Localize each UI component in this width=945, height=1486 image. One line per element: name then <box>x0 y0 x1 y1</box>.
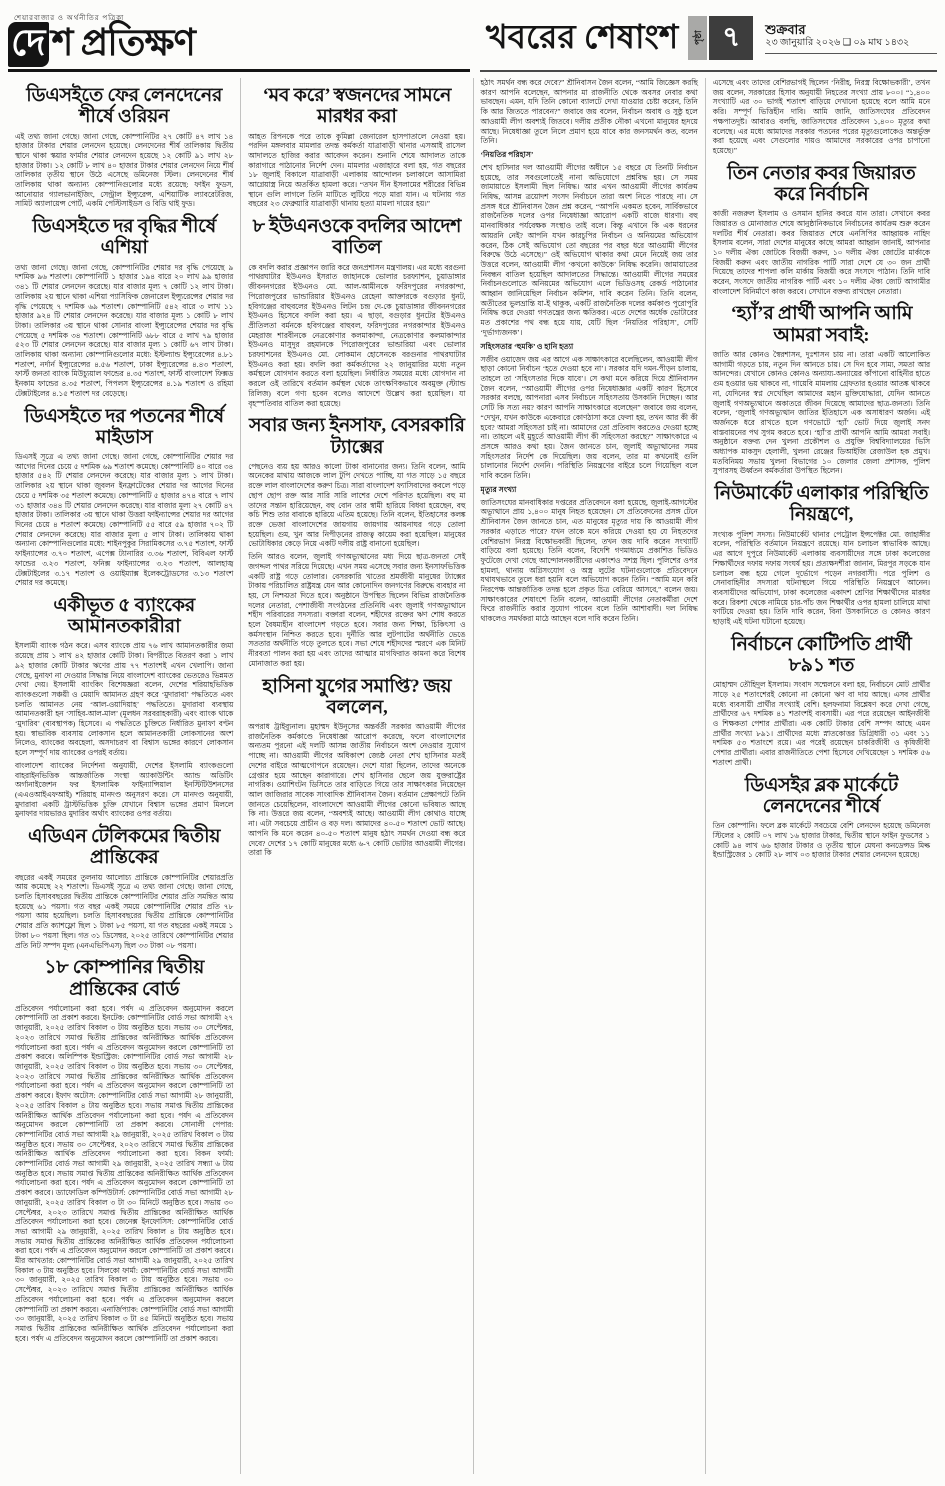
article-headline: ‘মব করে’ স্বজনদের সামনে মারধর করা <box>262 85 452 128</box>
article-paragraph: পেছনেও ব্যয় হয় আরও কালো টাকা বানানোর জন্য। তিনি বলেন, আমি অনেকের মাথায় আজকে লাল টুপি দেখতে পাচ্ছি, যা গত সাড়ে ১৫ বছরে রক্তে লাল বাংলাদেশের করুণ চিত্র। সারা বাংলাদেশ ফ্যাসিবাদের কবলে পড়ে ছোপ ছোপ রক্ত আর সারি সারি লাশের দেশে পরিণত হয়েছিল। বহু মা তাদের সন্তান হারিয়েছেন, বহু বোন তার স্বামী হারিয়ে বিধবা হয়েছেন, বহু কচি শিশু তার বাবাকে হারিয়ে এতিম হয়েছে। তিনি বলেন, ইতিহাসের কলঙ্ক রক্তে ভেজা বাংলাদেশের জায়গায় জায়গায় আয়নাঘর গড়ে তোলা হয়েছিল। গুম, খুন আর নিপীড়নের রাজত্ব কায়েম করা হয়েছিল। মানুষের ভোটাধিকার কেড়ে নিয়ে একটি দলীয় রাষ্ট্র বানানো হয়েছিল। <box>248 461 466 549</box>
article-headline: এডিএন টেলিকমের দ্বিতীয় প্রান্তিকের <box>28 826 221 869</box>
page-header <box>0 0 945 72</box>
article-headline: একীভূত ৫ ব্যাংকের আমানতকারীরা <box>53 594 195 638</box>
article-subhead: ‘নিয়তির পরিহাস’ <box>480 149 534 159</box>
article-paragraph: তিনি আরও বলেন, জুলাই গণঅভ্যুত্থানের মধ্য দিয়ে ছাত্র-জনতা সেই জগদ্দল পাথর সরিয়ে দিয়েছে। এখন সময় এসেছে সবার জন্য ইনসাফভিত্তিক একটি রাষ্ট্র গড়ে তোলার। বেসরকারি খাতের শ্রমজীবী মানুষের ট্যাক্সের টাকায় পরিচালিত রাষ্ট্রযন্ত্র যেন আর কোনোদিন জনগণের বিরুদ্ধে ব্যবহার না হয়, সে নিশ্চয়তা দিতে হবে। অনুষ্ঠানে উপস্থিত ছিলেন বিভিন্ন রাজনৈতিক দলের নেতারা, পেশাজীবী সংগঠনের প্রতিনিধি এবং জুলাই গণঅভ্যুত্থানে শহীদ পরিবারের সদস্যরা। বক্তারা বলেন, শহীদের রক্তের ঋণ শোধ করতে হলে বৈষম্যহীন বাংলাদেশ গড়তে হবে। সবার জন্য শিক্ষা, চিকিৎসা ও কর্মসংস্থান নিশ্চিত করতে হবে। দুর্নীতি আর লুটপাটের অর্থনীতি ভেঙে সততার অর্থনীতি গড়ে তুলতে হবে। সভা শেষে শহীদদের স্মরণে এক মিনিট নীরবতা পালন করা হয় এবং তাদের আত্মার মাগফিরাত কামনা করে বিশেষ মোনাজাত করা হয়। <box>248 552 466 668</box>
date-block <box>765 22 937 55</box>
article-headline: ১৮ কোম্পানির দ্বিতীয় প্রান্তিকের বোর্ড <box>44 957 204 1000</box>
news-column-1 <box>8 78 240 1474</box>
article-paragraph: ডিএসই সূত্রে এ তথ্য জানা গেছে। জানা গেছে, কোম্পানিটির শেয়ার দর আগের দিনের চেয়ে ৫ দশমিক ৬৯ শতাংশ কমেছে। কোম্পানিটি ৪০ বারে ৩৪ হাজার ৫৪২ টি শেয়ার লেনদেন করেছে। যার বাজার মূল্য ১ লাখ টাকা। তালিকার ২য় স্থানে থাকা জুবলন ইনফ্রাটেকের শেয়ার দর আগের দিনের চেয়ে ৫ দশমিক ৩৫ শতাংশ কমেছে। কোম্পানিটি ৫ হাজার ৪৭৪ বারে ৭ লাখ ৩১ হাজার ৩৪৪ টি শেয়ার লেনদেন করেছে। যার বাজার মূল্য ২৭ কোটি ৪৭ হাজার টাকা। তালিকার ৩য় স্থানে থাকা উত্তরা ফাইন্যান্সের শেয়ার দর আগের দিনের চেয়ে ৪ শতাংশ কমেছে। কোম্পানিটি ৫৫ বারে ৫৯ হাজার ৭০২ টি শেয়ার লেনদেন করেছে। যার বাজার মূল্য ৫ লাখ টাকা। তালিকায় থাকা অন্যান্য কোম্পানিগুলোর মধ্যে: শাইনপুকুর সিরামিকসের ৩.৭৫ শতাংশ, ফার্স্ট ফাইন্যান্সের ৩.৭০ শতাংশ, এপেক্স ট্যানারির ৩.৩৬ শতাংশ, বিবিএল ফার্স্ট ফান্ডের ৩.২৩ শতাংশ, ফনিক্স ফাইন্যান্সের ৩.২৩ শতাংশ, আলহাজ্ব টেক্সটাইলের ৩.১৭ শতাংশ ও ওয়াইম্যাক্স ইলেকট্রোডসের ৩.১৩ শতাংশ শেয়ার দর কমেছে। <box>15 452 234 588</box>
article-paragraph: কে বদলি করার প্রজ্ঞাপন জারি করে জনপ্রশাসন মন্ত্রণালয়। এর মধ্যে বরগুনা পাথরঘাটার ইউএনও ইসরাত জাহানকে ভোলার চরফ্যাশন, চুয়াডাঙ্গার জীবননগরের ইউএনও মো. আল-আমীনকে ফরিদপুরের নগরকান্দা, পিরোজপুরের ভান্ডারিয়ার ইউএনও রেহেনা আক্তারকে বগুড়ার ধুনট, হবিগঞ্জের বাহুবলের ইউএনও লিটন চন্দ্র দে-কে চুয়াডাঙ্গার জীবননগরের ইউএনও হিসেবে বদলি করা হয়। এ ছাড়া, বগুড়ার ধুনটের ইউএনও প্রীতিলতা বর্মনকে হবিগঞ্জের বাহুবল, ফরিদপুরের নগরকান্দার ইউএনও মেহরাজ শারবীনকে নেত্রকোণার কলমাকান্দা, নেত্রকোণার কলমাকান্দার ইউএনও মাসুদুর রহমানকে পিরোজপুরের ভান্ডারিয়া এবং ভোলার চরফ্যাশনের ইউএনও মো. লোকমান হোসেনকে বরগুনার পাথরঘাটার ইউএনও করা হয়। বদলি করা কর্মকর্তাদের ২২ জানুয়ারির মধ্যে নতুন কর্মস্থলে যোগদান করতে বলা হয়েছিল। নির্ধারিত সময়ের মধ্যে যোগদান না করলে ওই তারিখে বর্তমান কর্মস্থল থেকে তাৎক্ষণিকভাবে অবমুক্ত (স্ট্যান্ড রিলিজ) বলে গণ্য হবেন বলেও আদেশে উল্লেখ করা হয়েছিল। যা বৃহস্পতিবার বাতিল করা হয়েছে। <box>248 262 466 408</box>
article-paragraph: তথ্য জানা গেছে। জানা গেছে, কোম্পানিটির শেয়ার দর বৃদ্ধি পেয়েছে ৯ দশমিক ৯৬ শতাংশ। কোম্পানিটি ১ হাজার ১৯৪ বারে ২০ লাখ ৯৯ হাজার ৩৪১ টি শেয়ার লেনদেন করেছে। যার বাজার মূল্য ৭ কোটি ১২ লাখ টাকা। তালিকায় ২য় স্থানে থাকা এশিয়া প্যাসিফিক জেনারেল ইন্স্যুরেন্সের শেয়ার দর বৃদ্ধি পেয়েছে ৭ দশমিক ৬৯ শতাংশ। কোম্পানিটি ৫৪২ বারে ৩ লাখ ১১ হাজার ৯২৪ টি শেয়ার লেনদেন করেছে। যার বাজার মূল্য ১ কোটি ৮ লাখ টাকা। তালিকার ৩য় স্থানে থাকা সোনার বাংলা ইন্স্যুরেন্সের শেয়ার দর বৃদ্ধি পেয়েছে ৫ দশমিক ৩৪ শতাংশ। কোম্পানিটি ৬৮৮ বারে ৫ লাখ ৭৯ হাজার ৫২৩ টি শেয়ার লেনদেন করেছে। যার বাজার মূল্য ১ কোটি ৬৭ লাখ টাকা। তালিকায় থাকা অন্যান্য কোম্পানিগুলোর মধ্যে: ইস্টল্যান্ড ইন্স্যুরেন্সের ৪.৮১ শতাংশ, নর্দার্ন ইন্স্যুরেন্সের ৪.৫৬ শতাংশ, ঢাকা ইন্স্যুরেন্সের ৪.৪৩ শতাংশ, ফার্স্ট জনতা ব্যাংক মিউচ্যুয়াল ফান্ডের ৪.৩৫ শতাংশ, ফার্স্ট বাংলাদেশ ফিক্সড ইনকাম ফান্ডের ৪.৩৫ শতাংশ, পিপলস ইন্স্যুরেন্সের ৪.১৯ শতাংশ ও রহিমা টেক্সটাইলের ৪.১৫ শতাংশ দর বেড়েছে। <box>15 262 234 398</box>
article-headline: সবার জন্য ইনসাফ, বেসরকারি ট্যাক্সের <box>249 415 465 458</box>
article-headline: ৮ ইউএনওকে বদলির আদেশ বাতিল <box>252 216 462 259</box>
masthead-tagline: শেয়ারবাজার ও অর্থনীতির পত্রিকা <box>14 14 125 22</box>
page-number: ৭ <box>709 16 753 60</box>
article-paragraph: অপরাধ ট্রাইব্যুনাল। মুহাম্মদ ইউনূসের অন্তর্বর্তী সরকার আওয়ামী লীগের রাজনৈতিক কর্মকাণ্ডে নিষেধাজ্ঞা আরোপ করেছে, ফলে বাংলাদেশের অন্যতম পুরনো এই দলটি আসন্ন জাতীয় নির্বাচনে অংশ নেওয়ার সুযোগ পাচ্ছে না। আওয়ামী লীগের অধিকাংশ জ্যেষ্ঠ নেতা শেখ হাসিনার মতই দেশের বাইরে আত্মগোপনে রয়েছেন। দেশে যারা ছিলেন, তাদের অনেকে গ্রেপ্তার হয়ে আছেন কারাগারে। শেখ হাসিনার ছেলে জয় যুক্তরাষ্ট্রের নাগরিক। ওয়াশিংটন ডিসিতে তার বাড়িতে গিয়ে তার সাক্ষাৎকার নিয়েছেন আল জাজিরার সাবেক সাংবাদিক শ্রীনিবাসন জৈন। বর্তমান প্রেক্ষাপটে তিনি জানতে চেয়েছিলেন, বাংলাদেশে আওয়ামী লীগের কোনো ভবিষ্যত আছে কি না। উত্তরে জয় বলেন, “অবশ্যই আছে। আওয়ামী লীগ কোথাও যাচ্ছে না। এটা সবচেয়ে প্রাচীন ও বড় দল। আমাদের ৪০-৫০ শতাংশ ভোট আছে। আপনি কি মনে করেন ৪০-৫০ শতাংশ মানুষ হঠাৎ সমর্থন দেওয়া বন্ধ করে দেবে? দেশের ১৭ কোটি মানুষের মধ্যে ৬-৭ কোটি ভোটার আওয়ামী লীগের। তারা কি <box>248 722 466 858</box>
logo-text: শ প্রতিক্ষণ <box>51 23 195 64</box>
article-paragraph: বছরের একই সময়ের তুলনায় আলোচ্য প্রান্তিকে কোম্পানিটির শেয়ারপ্রতি আয় কমেছে ২২ শতাংশ। ডিএসই সূত্রে এ তথ্য জানা গেছে। জানা গেছে, চলতি হিসাববছরের দ্বিতীয় প্রান্তিকে কোম্পানিটির শেয়ার প্রতি সমন্বিত আয় হয়েছে ৬১ পয়সা। গত বছর একই সময়ে কোম্পানিটির শেয়ার প্রতি ৭৮ পয়সা আয় হয়েছিল। চলতি হিসাববছরের দ্বিতীয় প্রান্তিকে কোম্পানিটির শেয়ার প্রতি ক্যাশফ্লো ছিল ১ টাকা ৮৫ পয়সা, যা গত বছরের একই সময়ে ১ টাকা ৮০ পয়সা ছিল। গত ৩১ ডিসেম্বর, ২০২৫ তারিখে কোম্পানিটির শেয়ার প্রতি নিট সম্পদ মূল্য (এনএভিপিএস) ছিল ৩৩ টাকা ০৮ পয়সা। <box>15 872 234 950</box>
article-subhead: মৃত্যুর সংখ্যা <box>480 484 517 494</box>
article-paragraph: মোহাম্মদ তৌহিদুল ইসলাম। সংবাদ সম্মেলনে বলা হয়, নির্বাচনে মোট প্রার্থীর সাড়ে ২৫ শতাংশেরই কোনো না কোনো ঋণ বা দায় আছে। এসব প্রার্থীর মধ্যে ব্যবসায়ী প্রার্থীর সংখ্যাই বেশি। হলফনামা বিশ্লেষণ করে দেখা গেছে, প্রার্থীদের ৬৭ দশমিক ৪১ শতাংশই ব্যবসায়ী। এর পরে রয়েছেন আইনজীবী ও শিক্ষকতা পেশার প্রার্থীরা। এক কোটি টাকার বেশি সম্পদ আছে এমন প্রার্থীর সংখ্যা ৮৯১। প্রার্থীদের মধ্যে স্নাতকোত্তর ডিগ্রিধারী ৩১ এবং ১১ দশমিক ৫৩ শতাংশে রয়ে। এর পরেই রয়েছেন চাকরিজীবী ও কৃষিজীবী পেশার প্রার্থীরা। এবার রাজনীতিতে পেশা হিসেবে দেখিয়েছেন ১ দশমিক ৫৬ শতাংশ প্রার্থী। <box>712 680 930 767</box>
news-column-4 <box>705 78 937 1474</box>
date-line: ২৩ জানুয়ারি ২০২৬ ❑ ০৯ মাঘ ১৪৩২ <box>765 37 937 54</box>
article-paragraph: সজীব ওয়াজেদ জয় এর আগে এক সাক্ষাৎকারে বলেছিলেন, আওয়ামী লীগ ছাড়া কোনো নির্বাচন ‘হতে দেওয়া হবে না’। সরকার যদি দমন-পীড়ন চালায়, তাহলে তা ‘সহিংসতার দিকে যাবে’। সে কথা মনে করিয়ে দিয়ে শ্রীনিবাসন জৈন বলেন, “আওয়ামী লীগের ওপর নিষেধাজ্ঞার একটি কারণ হিসেবে সরকার বলছে, আপনারা এসব নির্বাচনে সহিংসতায় উসকানি দিচ্ছেন। আর সেটি কি সত্য নয়? কারণ আপনি সাক্ষাৎকারে বলেছেন” জবাবে জয় বলেন, “দেখুন, যখন কাউকে একেবারে কোণঠাসা করে ফেলা হয়, তখন আর কী কী হবে? আমরা সহিংসতা চাই না। আমাদের তো প্রতিবাদ করতেও দেওয়া হচ্ছে না। তাহলে এই মুহূর্তে আওয়ামী লীগ কী সহিংসতা করছে?” সাক্ষাৎকারে এ প্রসঙ্গে আরও কথা হয়। জৈন জানতে চান, জুলাই অভ্যুত্থানের সময় সহিংসতার নির্দেশ কে দিয়েছিল। জয় বলেন, তার মা কখনোই গুলি চালানোর নির্দেশ দেননি। পরিস্থিতি নিয়ন্ত্রণের বাইরে চলে গিয়েছিল বলে দাবি করেন তিনি। <box>480 354 698 481</box>
news-column-2 <box>240 78 472 1474</box>
page-label: পৃষ্ঠা <box>688 16 707 60</box>
article-paragraph: এই তথ্য জানা গেছে। জানা গেছে, কোম্পানিটির ২৭ কোটি ৪৭ লাখ ১৪ হাজার টাকার শেয়ার লেনদেন হয়েছে। লেনদেনের শীর্ষ তালিকায় দ্বিতীয় স্থানে থাকা স্কয়ার ফার্মার শেয়ার লেনদেন হয়েছে ১২ কোটি ৯১ লাখ ২৮ হাজার টাকা। ১২ কোটি ৮ লাখ ৪০ হাজার টাকার শেয়ার লেনদেন নিয়ে শীর্ষ তালিকার তৃতীয় স্থানে উঠে এসেছে ডমিনেজ স্টিল। লেনদেনের শীর্ষ তালিকায় থাকা অন্যান্য কোম্পানিগুলোর মধ্যে রয়েছে: ফাইন ফুডস, আনোয়ার গ্যালভানাইজিং, সেন্ট্রাল ইন্স্যুরেন্স, এশিয়াটিক ল্যাবরেটরিজ, সামিট অ্যালায়েন্স পোর্ট, একমি পেস্টিসাইডস ও বিডি থাই ফুড। <box>15 131 234 209</box>
article-paragraph: বাংলাদেশ ব্যাংকের নির্দেশনা অনুযায়ী, দেশের ইসলামি ব্যাংকগুলো বাহরাইনভিত্তিক আন্তর্জাতিক সংস্থা অ্যাকাউন্টিং অ্যান্ড অডিটিং অর্গানাইজেশন ফর ইসলামিক ফাইন্যান্সিয়াল ইনস্টিটিউশনসের (এএওআইএফআই) শরিয়াহ মানদণ্ড অনুসরণ করে। সে মানদণ্ড অনুযায়ী, মুদারাবা একটি ট্রাস্টভিত্তিক চুক্তি যেখানে বিশ্বাস ভঙ্গের প্রমাণ মিললে মুনাফার দায়ভারও মুদারিব অর্থাৎ ব্যাংকের ওপর বর্তায়। <box>15 760 234 819</box>
article-paragraph: তিন কোম্পানি। ফলে ব্লক মার্কেটে সবচেয়ে বেশি লেনদেন হয়েছে ডমিনেজ স্টিলের ২ কোটি ০৭ লাখ ১৬ হাজার টাকার, দ্বিতীয় স্থানে ফাইন ফুডসের ১ কোটি ৯৪ লাখ ৬৬ হাজার টাকার ও তৃতীয় স্থানে মেঘনা কনডেন্সড মিল্ক ইন্ডাস্ট্রিজের ১ কোটি ২৮ লাখ ০৩ হাজার টাকার শেয়ার লেনদেন হয়েছে। <box>712 821 930 860</box>
article-paragraph: শেখ হাসিনার দল আওয়ামী লীগের অধীনে ১৫ বছরে যে তিনটি নির্বাচন হয়েছে, তার সবগুলোতেই নানা অভিযোগে প্রশ্নবিদ্ধ হয়। সে সময় জামায়াতে ইসলামী ছিল নিষিদ্ধ। আর এখন আওয়ামী লীগের কার্যক্রম নিষিদ্ধ, আসন্ন ত্রয়োদশ সংসদ নির্বাচনে তারা অংশ নিতে পারছে না। সে প্রসঙ্গ ধরে শ্রীনিবাসন জৈন প্রশ্ন করেন, “আপনি একমত হবেন, সার্বিকভাবে রাজনৈতিক দলের ওপর নিষেধাজ্ঞা আরোপ একটি বাজে ধারণা। বহু মানবাধিকার পর্যবেক্ষক সংস্থাও তাই বলে। কিন্তু এখানে কি এক ধরনের আয়রনি নেই? আপনি যখন কারচুপির নির্বাচন ও অনিয়মের অভিযোগ করেন, ঠিক সেই অভিযোগ তো বছরের পর বছর ধরে আওয়ামী লীগের বিরুদ্ধে উঠে এসেছে।” ওই অভিযোগ থাকার কথা মেনে নিয়েই জয় তার উত্তরে বলেন, আওয়ামী লীগ ‘কখনো কাউকে’ নিষিদ্ধ করেনি। জামায়াতের নিবন্ধন বাতিল হয়েছিল আদালতের সিদ্ধান্তে। আওয়ামী লীগের সময়ের নির্বাচনগুলোতে অনিয়মের অভিযোগ এলে ভিডিওসহ রেকর্ড পাঠানোর আহ্বান জানিয়েছিল নির্বাচন কমিশন, দাবি করেন তিনি। তিনি বলেন, অতীতের ভুলভ্রান্তি যা-ই থাকুক, একটি রাজনৈতিক দলের কর্মকাণ্ড পুরোপুরি নিষিদ্ধ করে দেওয়া গণতন্ত্রের জন্য ক্ষতিকর। এতে দেশের অর্ধেক ভোটারের মত প্রকাশের পথ বন্ধ হয়ে যায়, যেটি ছিল ‘নিয়তির পরিহাস’, সেটি ‘দুর্ভাগ্যজনক’। <box>480 162 698 337</box>
article-paragraph: জাতিসংঘের মানবাধিকার দপ্তরের প্রতিবেদনে বলা হয়েছে, জুলাই-আগস্টের অভ্যুত্থানে প্রায় ১,৪০০ মানুষ নিহত হয়েছেন। সে প্রতিবেদনের প্রসঙ্গ টেনে শ্রীনিবাসন জৈন জানতে চান, এত মানুষের মৃত্যুর দায় কি আওয়ামী লীগ সরকার এড়াতে পারে? যখন তাকে মনে করিয়ে দেওয়া হয় যে নিহতদের বেশিরভাগ নিরস্ত্র বিক্ষোভকারী ছিলেন, তখন জয় দাবি করেন সংখ্যাটি বাড়িয়ে বলা হয়েছে। তিনি বলেন, বিদেশি গণমাধ্যমে প্রকাশিত ভিডিও ফুটেজে দেখা গেছে আন্দোলনকারীদের একাংশও সশস্ত্র ছিল। পুলিশের ওপর হামলা, থানায় অগ্নিসংযোগ ও অস্ত্র লুটের ঘটনাগুলোকে প্রতিবেদনে যথাযথভাবে তুলে ধরা হয়নি বলে অভিযোগ করেন তিনি। “আমি মনে করি নিরপেক্ষ আন্তর্জাতিক তদন্ত হলে প্রকৃত চিত্র বেরিয়ে আসবে,” বলেন জয়। সাক্ষাৎকারের শেষাংশে তিনি বলেন, আওয়ামী লীগের নেতাকর্মীরা দেশে ফিরে রাজনীতি করার সুযোগ পাবেন বলে তিনি আশাবাদী। দল নিষিদ্ধ থাকলেও সমর্থকরা মাঠে আছেন বলে দাবি করেন তিনি। <box>480 497 698 624</box>
article-headline: ডিএসইতে দর পতনের শীর্ষে মাইডাস <box>24 405 224 448</box>
article-subhead: সহিংসতার ‘হুমকি’ ও হানি হত্যা <box>480 341 574 351</box>
article-headline: নির্বাচনে কোটিপতি প্রার্থী ৮৯১ শত <box>731 633 912 676</box>
article-paragraph: আহত রিপনকে পরে তাকে কুমিল্লা জেনারেল হাসপাতালে নেওয়া হয়। পরদিন মঙ্গলবার মামলার তদন্ত কর্মকর্তা যাত্রাবাড়ী থানার এসআই রাসেল আদালতে হাজির করার আবেদন করেন। শুনানি শেষে আদালত তাকে কারাগারে পাঠানোর নির্দেশ দেন। মামলার এজাহারে বলা হয়, গত বছরের ১৮ জুলাই বিকালে যাত্রাবাড়ী এলাকায় আন্দোলন চলাকালে আসামিরা আগ্নেয়াস্ত্র নিয়ে অতর্কিত হামলা করে। “তখন দীন ইসলামের শরীরের বিভিন্ন স্থানে গুলি লাগলে তিনি মাটিতে লুটিয়ে পড়ে মারা যান। এ ঘটনায় গত বছরের ২৩ ফেব্রুয়ারি যাত্রাবাড়ী থানায় হত্যা মামলা দায়ের হয়।” <box>248 131 466 209</box>
article-headline: নিউমার্কেট এলাকার পরিস্থিতি নিয়ন্ত্রণে, <box>714 483 929 526</box>
section-title: খবরের শেষাংশ <box>486 19 679 56</box>
news-column-3 <box>473 78 705 1474</box>
masthead <box>8 12 470 72</box>
article-paragraph: কাজী নজরুল ইসলাম ও ওসমান হানির কবরে যান তারা। সেখানে কবর জিয়ারত ও মোনাজাত শেষে আনুষ্ঠানিকভাবে নির্বাচনের কার্যক্রম শুরু করেন দলটির শীর্ষ নেতারা। কবর জিয়ারত শেষে এনসিপির আহ্বায়ক নাহিদ ইসলাম বলেন, সারা দেশের মানুষের কাছে আমরা আহ্বান জানাই, আপনার ১০ দলীয় ঐক্য জোটকে বিজয়ী করুন, ১০ দলীয় ঐক্য জোটের মার্কাকে বিজয়ী করুন এবং জাতীয় নাগরিক পার্টি সারা দেশে যে ৩০ জন প্রার্থী দিয়েছে তাদের শাপলা কলি মার্কায় বিজয়ী করে সংসদে পাঠান। তিনি দাবি করেন, সংসদে জাতীয় নাগরিক পার্টি এবং ১০ দলীয় ঐক্য জোট আগামীর বাংলাদেশ বিনির্মাণে কাজ করবে। সেখানে বক্তব্য রাখছেন নেতারা। <box>712 209 930 296</box>
page-body <box>8 78 937 1474</box>
article-headline: ডিএসইর ব্লক মার্কেটে লেনদেনের শীর্ষে <box>744 774 898 817</box>
article-paragraph: এসেছে এবং তাদের বেশিরভাগই ছিলেন ‘নিরীহ, নিরস্ত্র বিক্ষোভকারী’, তখন জয় বলেন, সরকারের হিসাব অনুযায়ী নিহতের সংখ্যা প্রায় ৮০০। “১,৪০০ সংখ্যাটি এর ৩০ ভাগই শতাংশ বাড়িয়ে দেখানো হয়েছে বলে আমি মনে করি। সম্পূর্ণ ভিত্তিহীন দাবি। আমি জানি, জাতিসংঘের প্রতিবেদন পক্ষপাতদুষ্ট। আবারও বলছি, জাতিসংঘের প্রতিবেদন ১,৪০০ মৃত্যুর কথা বলেছে। এর মধ্যে আমাদের সরকার পতনের পরের মৃত্যুগুলোকেও অন্তর্ভুক্ত করা হয়েছে এবং সেগুলোর দায়ও আমাদের সরকারের ওপর চাপানো হয়েছে।” <box>712 78 930 155</box>
newspaper-logo <box>8 25 470 62</box>
article-paragraph: হঠাৎ সমর্থন বন্ধ করে দেবে?” শ্রীনিবাসন জৈন বলেন, “আমি জিজ্ঞেস করছি কারণ আপনি বলেছেন, আপনার মা রাজনীতি থেকে অবসর নেবার কথা ভাবছেন। এমন, যদি তিনি কোনো ব্যালটে দেখা যাওয়ার চেষ্টা করেন, তিনি কি আর জিততে পারবেন?” জবাবে জয় বলেন, নির্বাচন অবাধ ও সুষ্ঠু হলে আওয়ামী লীগ অবশ্যই জিতবে। দলীয় প্রতীক নৌকা এখনো মানুষের হৃদয়ে আছে। নিষেধাজ্ঞা তুলে নিলে প্রমাণ হয়ে যাবে কার জনসমর্থন কত, বলেন তিনি। <box>480 78 698 146</box>
article-headline: ‘হ্যাঁ’র প্রার্থী আপনি আমি আমরা সবাই: <box>730 303 913 346</box>
article-headline: ডিএসইতে ফের লেনদেনের শীর্ষে ওরিয়ন <box>26 85 223 128</box>
article-headline: ডিএসইতে দর বৃদ্ধির শীর্ষে এশিয়া <box>32 216 216 259</box>
weekday: শুক্রবার <box>765 21 806 37</box>
logo-mark: দে <box>8 22 49 67</box>
header-right <box>480 14 937 72</box>
article-headline: হাসিনা যুগের সমাপ্তি? জয় বললেন, <box>262 675 452 718</box>
article-paragraph: জাতি আর কোনও স্বৈরশাসন, দুঃশাসন চায় না। তারা একটি আলোকিত আগামী গড়তে চায়, নতুন দিন আনতে চায়। সে দিন হবে সাম্য, সমতা আর আনন্দের। যেখানে কোনও কোনও অন্যায্য-অন্যায়ের কাঁপানো বাহিনীর হাতে গুম হওয়ার ভয় থাকবে না, গায়েবি মামলায় গ্রেফতার হওয়ার আতঙ্ক থাকবে না, যেদিনের স্বপ্ন দেখেছিল আমাদের মহান মুক্তিযোদ্ধারা, যেদিন আনতে জুলাই গণঅভ্যুত্থানে অকাতরে জীবন দিয়েছে আমাদের ছাত্র-জনতা। তিনি বলেন, ‘জুলাই গণঅভ্যুত্থান জাতির ইতিহাসে এক অসাধারণ অর্জন। এই অর্জনকে ধরে রাখতে হলে গণভোটে ‘হ্যাঁ’ ভোট দিয়ে জুলাই সনদ বাস্তবায়নের পথ সুগম করতে হবে। ‘হ্যাঁ’র প্রার্থী আপনি আমি আমরা সবাই। অনুষ্ঠানে বক্তব্য দেন খুলনা প্রকৌশল ও প্রযুক্তি বিশ্ববিদ্যালয়ের ভিসি অধ্যাপক মাকসুদ হেলালী, খুলনা রেঞ্জের ডিআইজি রেজাউল হক প্রমুখ। মতবিনিময় সভায় খুলনা বিভাগের ১০ জেলার জেলা প্রশাসক, পুলিশ সুপারসহ ঊর্ধ্বতন কর্মকর্তারা উপস্থিত ছিলেন। <box>712 350 930 476</box>
article-paragraph: প্রতিবেদন পর্যালোচনা করা হবে। পর্ষদ এ প্রতিবেদন অনুমোদন করলে কোম্পানিটি তা প্রকাশ করবে। ইনটেক: কোম্পানিটির বোর্ড সভা আগামী ২৭ জানুয়ারী, ২০২৫ তারিখ বিকাল ৩ টায় অনুষ্ঠিত হবে। সভায় ৩০ সেপ্টেম্বর, ২০২৩ তারিখে সমাপ্ত দ্বিতীয় প্রান্তিকের অনিরীক্ষিত আর্থিক প্রতিবেদন পর্যালোচনা করা হবে। পর্ষদ এ প্রতিবেদন অনুমোদন করলে কোম্পানিটি তা প্রকাশ করবে। অলিম্পিক ইন্ডাস্ট্রিজ: কোম্পানিটির বোর্ড সভা আগামী ২৮ জানুয়ারী, ২০২৫ তারিখ বিকাল ৩ টায় অনুষ্ঠিত হবে। সভায় ৩০ সেপ্টেম্বর, ২০২৩ তারিখে সমাপ্ত দ্বিতীয় প্রান্তিকের অনিরীক্ষিত আর্থিক প্রতিবেদন পর্যালোচনা করা হবে। পর্ষদ এ প্রতিবেদন অনুমোদন করলে কোম্পানিটি তা প্রকাশ করবে। ইফাদ অটোস: কোম্পানিটির বোর্ড সভা আগামী ২৮ জানুয়ারী, ২০২৫ তারিখ বিকাল ৪ টায় অনুষ্ঠিত হবে। সভায় সমাপ্ত দ্বিতীয় প্রান্তিকের অনিরীক্ষিত আর্থিক প্রতিবেদন পর্যালোচনা করা হবে। পর্ষদ এ প্রতিবেদন অনুমোদন করলে কোম্পানিটি তা প্রকাশ করবে। সোনালী পেপার: কোম্পানিটির বোর্ড সভা আগামী ২৯ জানুয়ারী, ২০২৫ তারিখ বিকাল ৩ টায় অনুষ্ঠিত হবে। সভায় ৩০ সেপ্টেম্বর, ২০২৩ তারিখে সমাপ্ত দ্বিতীয় প্রান্তিকের অনিরীক্ষিত আর্থিক প্রতিবেদন পর্যালোচনা করা হবে। বিকন ফার্মা: কোম্পানিটির বোর্ড সভা আগামী ২৯ জানুয়ারী, ২০২৫ তারিখ সন্ধ্যা ৬ টায় অনুষ্ঠিত হবে। সভায় সমাপ্ত দ্বিতীয় প্রান্তিকের অনিরীক্ষিত আর্থিক প্রতিবেদন পর্যালোচনা করা হবে। পর্ষদ এ প্রতিবেদন অনুমোদন করলে কোম্পানিটি তা প্রকাশ করবে। ড্যাফোডিল কম্পিউটার্স: কোম্পানিটির বোর্ড সভা আগামী ২৮ জানুয়ারী, ২০২৫ তারিখ বিকাল ৩ টা ৩০ মিনিটে অনুষ্ঠিত হবে। সভায় ৩০ সেপ্টেম্বর, ২০২৩ তারিখে সমাপ্ত দ্বিতীয় প্রান্তিকের অনিরীক্ষিত আর্থিক প্রতিবেদন পর্যালোচনা করা হবে। জেনেক্স ইনফোসিস: কোম্পানিটির বোর্ড সভা আগামী ২৯ জানুয়ারী, ২০২৫ তারিখ বিকাল ৪ টায় অনুষ্ঠিত হবে। সভায় সমাপ্ত দ্বিতীয় প্রান্তিকের অনিরীক্ষিত আর্থিক প্রতিবেদন পর্যালোচনা করা হবে। পর্ষদ এ প্রতিবেদন অনুমোদন করলে কোম্পানিটি তা প্রকাশ করবে। মীর আখতার: কোম্পানিটির বোর্ড সভা আগামী ২৯ জানুয়ারী, ২০২৫ তারিখ বিকাল ৩ টায় অনুষ্ঠিত হবে। সিলকো ফার্মা: কোম্পানিটির বোর্ড সভা আগামী ৩০ জানুয়ারী, ২০২৫ তারিখ বিকাল ৩ টায় অনুষ্ঠিত হবে। সভায় ৩০ সেপ্টেম্বর, ২০২৩ তারিখে সমাপ্ত দ্বিতীয় প্রান্তিকের অনিরীক্ষিত আর্থিক প্রতিবেদন পর্যালোচনা করা হবে। পর্ষদ এ প্রতিবেদন অনুমোদন করলে কোম্পানিটি তা প্রকাশ করবে। এনার্জিপ্যাক: কোম্পানিটির বোর্ড সভা আগামী ৩০ জানুয়ারী, ২০২৫ তারিখ বিকাল ৩ টা ৪৫ মিনিটে অনুষ্ঠিত হবে। সভায় সমাপ্ত দ্বিতীয় প্রান্তিকের অনিরীক্ষিত আর্থিক প্রতিবেদন পর্যালোচনা করা হবে। পর্ষদ এ প্রতিবেদন অনুমোদন করলে কোম্পানিটি তা প্রকাশ করবে। <box>15 1003 234 1343</box>
article-headline: তিন নেতার কবর জিয়ারত করে নির্বাচনি <box>727 162 916 205</box>
article-paragraph: ইসলামী ব্যাংক গঠন করে। এসব ব্যাংকে প্রায় ৭৬ লাখ আমানতকারীর জমা রয়েছে প্রায় ১ লাখ ৪২ হাজার কোটি টাকা। বিপরীতে বিতরণ করা ১ লাখ ৯২ হাজার কোটি টাকার ঋণের প্রায় ৭৭ শতাংশই এখন খেলাপি। জানা গেছে, মুনাফা না দেওয়ার সিদ্ধান্ত নিয়ে বাংলাদেশ ব্যাংকের ভেতরেও ভিন্নমত দেখা দেয়। ইসলামী ব্যাংকিং বিশেষজ্ঞরা বলেন, দেশের শরিয়াহভিত্তিক ব্যাংকগুলো সঞ্চয়ী ও মেয়াদি আমানত গ্রহণ করে ‘মুদারাবা’ পদ্ধতিতে এবং চলতি আমানত নেয় ‘আল-ওয়াদিয়াহ’ পদ্ধতিতে। মুদারাবা ব্যবস্থায় আমানতকারী হন ‘সাহিব-আল-মাল’ (মূলধন সরবরাহকারী) এবং ব্যাংক থাকে ‘মুদারিব’ (ব্যবস্থাপক) হিসেবে। এ পদ্ধতিতে চুক্তিতে নির্ধারিত মুনাফা বণ্টন হয়। স্বাভাবিক ব্যবসায় লোকসান হলে আমানতকারী লোকসানের অংশ নিলেও, ব্যাংকের অবহেলা, অসদাচরণ বা বিশ্বাস ভঙ্গের কারণে লোকসান হলে সম্পূর্ণ দায় ব্যাংকের ওপরই বর্তায়। <box>15 641 234 758</box>
article-paragraph: সংখ্যক পুলিশ সদস্য। নিউমার্কেট থানার পেট্রোল ইন্সপেক্টর মো. জাহাঙ্গীর বলেন, পরিস্থিতি বর্তমানে নিয়ন্ত্রণে রয়েছে। যান চলাচল স্বাভাবিক আছে। এর আগে দুপুরে নিউমার্কেট এলাকায় ব্যবসায়ীদের সঙ্গে ঢাকা কলেজের শিক্ষার্থীদের দফায় দফায় সংঘর্ষ হয়। প্রত্যক্ষদর্শীরা জানান, মিরপুর সড়কে যান চলাচল বন্ধ হয়ে গেলে দুর্ভোগে পড়েন নগরবাসী। পরে পুলিশ ও সেনাবাহিনীর সদস্যরা ঘটনাস্থলে গিয়ে পরিস্থিতি নিয়ন্ত্রণে আনেন। ব্যবসায়ীদের অভিযোগ, ঢাকা কলেজের একাদশ শ্রেণির শিক্ষার্থীদের মারধর করে। রিকশা থেকে নামিয়ে চার-পাঁচ জন শিক্ষার্থীর ওপর হামলা চালিয়ে মাথা ফাটিয়ে দেওয়া হয়। তিনি দাবি করেন, বিনা উসকানিতে ও কোনও কারণ ছাড়াই এই ঘটনা ঘটানো হয়েছে। <box>712 529 930 627</box>
